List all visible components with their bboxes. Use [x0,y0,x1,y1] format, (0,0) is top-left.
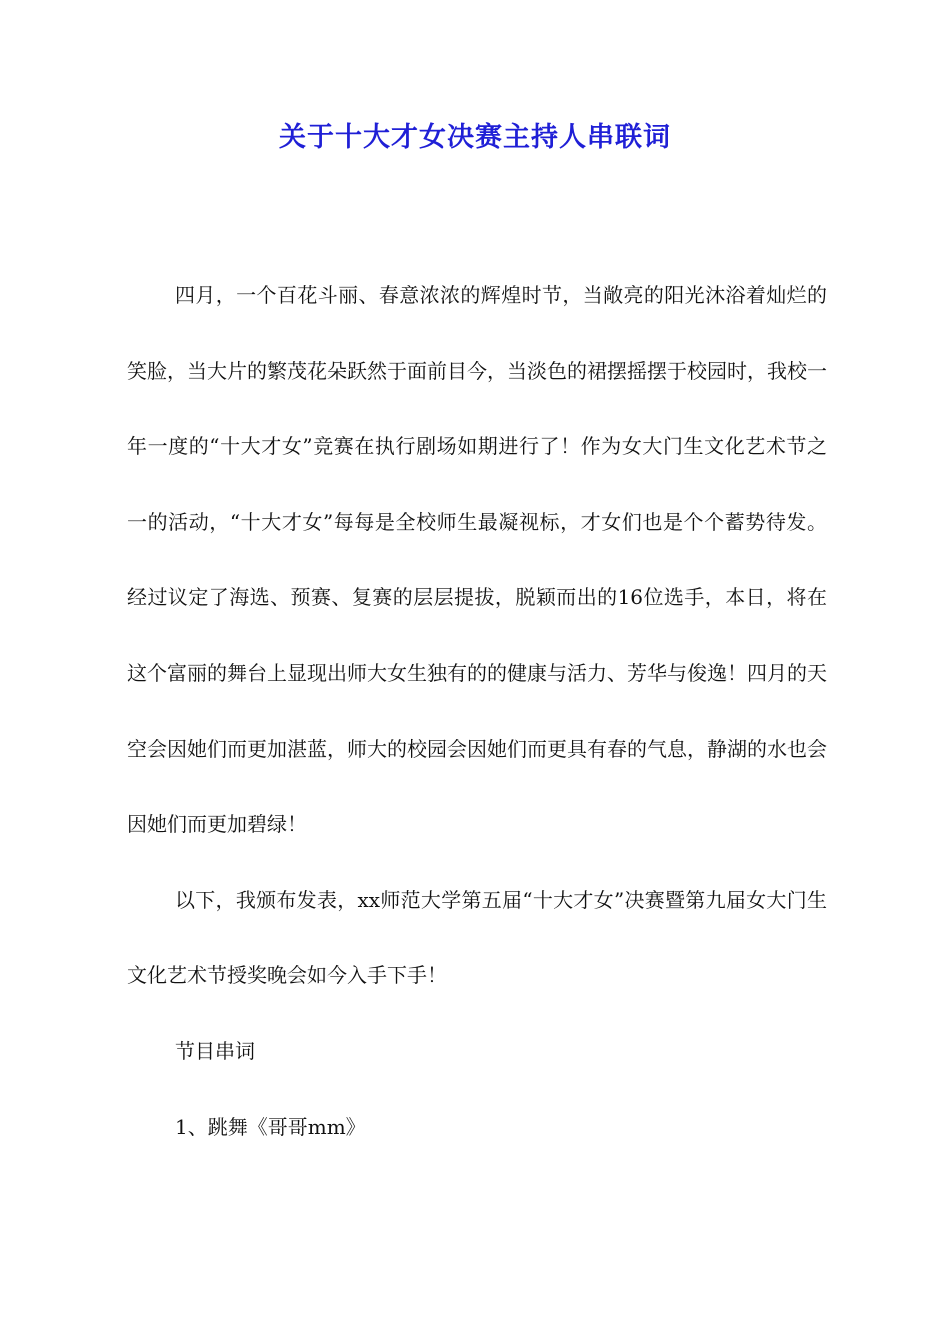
document-body [127,258,827,1165]
paragraph-intro: 四月，一个百花斗丽、春意浓浓的辉煌时节，当敞亮的阳光沐浴着灿烂的笑脸，当大片的繁茂花朵跃然于面前目今，当淡色的裙摆摇摆于校园时，我校一年一度的“十大才女”竞赛在执行剧场如期进行了！作为女大门生文化艺术节之一的活动，“十大才女”每每是全校师生最凝视标，才女们也是个个蓄势待发。经过议定了海选、预赛、复赛的层层提拔，脱颖而出的16位选手，本日，将在这个富丽的舞台上显现出师大女生独有的的健康与活力、芳华与俊逸！四月的天空会因她们而更加湛蓝，师大的校园会因她们而更具有春的气息，静湖的水也会因她们而更加碧绿！ [127,283,827,837]
program-item: 1、跳舞《哥哥mm》 [175,1114,366,1139]
document-title: 关于十大才女决赛主持人串联词 [279,122,671,153]
section-heading-program: 节目串词 [175,1038,255,1063]
paragraph-announcement: 以下，我颁布发表，xx师范大学第五届“十大才女”决赛暨第九届女大门生文化艺术节授奖晚会如今入手下手！ [127,887,827,988]
